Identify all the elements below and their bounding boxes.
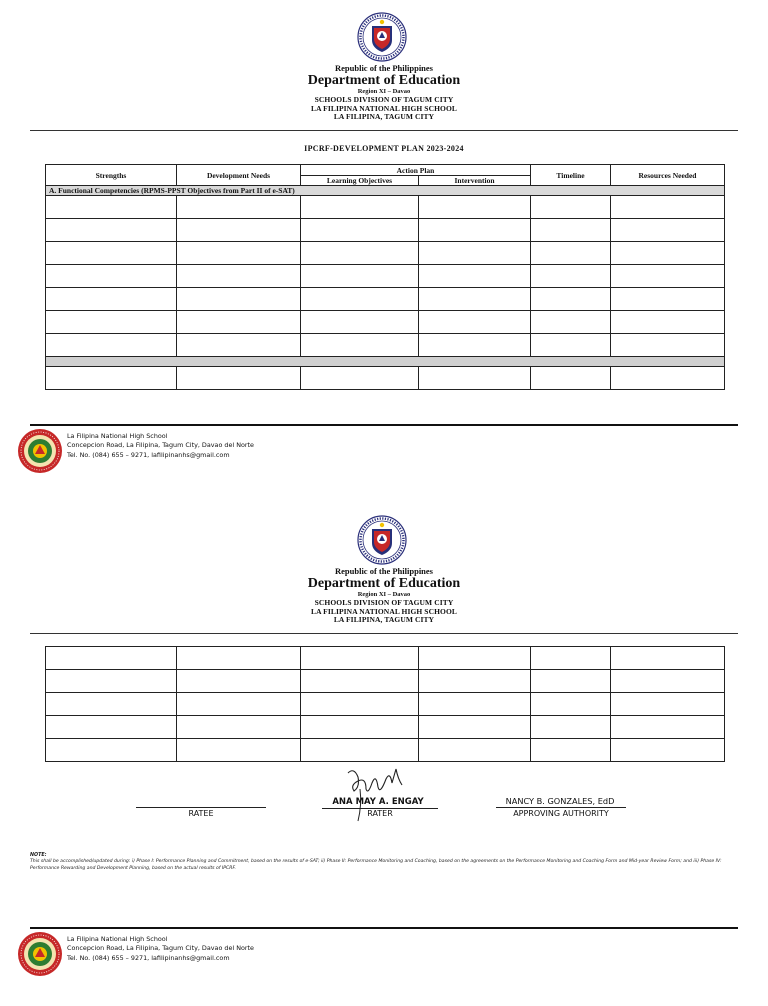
approver-label: APPROVING AUTHORITY	[513, 809, 609, 818]
table-row	[46, 716, 725, 739]
school-logo-icon	[17, 931, 63, 977]
ratee-signature-line	[136, 807, 266, 808]
deped-seal-icon	[357, 12, 407, 62]
republic-line: Republic of the Philippines	[334, 63, 433, 73]
table-row	[46, 647, 725, 670]
footer-divider	[30, 927, 738, 929]
table-row	[46, 367, 725, 390]
division-line: SCHOOLS DIVISION OF TAGUM CITY	[314, 598, 454, 607]
rater-name: ANA MAY A. ENGAY	[332, 797, 424, 807]
footer-contact-line: Tel. No. (084) 655 – 9271, lafilipinanhs@gmail.com	[67, 450, 230, 459]
development-plan-table	[45, 164, 725, 390]
page-2	[0, 503, 768, 1006]
deped-seal-icon	[357, 515, 407, 565]
note-text: This shall be accomplished/updated during: i) Phase I: Performance Planning and Commitment, based on the results of e-SAT; ii) Phase II: Performance Monitoring and Coaching, based on the agreements on the Performance Monitoring and Coaching Form and Mid-year Review Form; and iii) Phase IV: Performance Rewarding and Development Planning, based on the actual results of IPCRF.	[30, 859, 722, 871]
approver-name: NANCY B. GONZALES, EdD	[505, 796, 615, 806]
school-line: LA FILIPINA NATIONAL HIGH SCHOOL	[310, 606, 457, 616]
header-timeline: Timeline	[531, 165, 611, 186]
table-row	[46, 334, 725, 357]
footer-school-name: La Filipina National High School	[67, 432, 168, 440]
header-action-plan: Action Plan	[301, 165, 531, 176]
address-line: LA FILIPINA, TAGUM CITY	[333, 615, 435, 624]
ratee-label: RATEE	[188, 809, 214, 818]
footer-address: Concepcion Road, La Filipina, Tagum City, Davao del Norte	[67, 944, 254, 953]
region-line: Region XI – Davao	[357, 590, 411, 598]
division-line: SCHOOLS DIVISION OF TAGUM CITY	[314, 95, 454, 104]
header-learning-objectives: Learning Objectives	[301, 176, 419, 186]
table-row	[46, 219, 725, 242]
footer-contact-line: Tel. No. (084) 655 – 9271, lafilipinanhs@gmail.com	[67, 953, 230, 962]
footer-contact	[67, 935, 254, 963]
republic-line: Republic of the Philippines	[334, 566, 433, 576]
page-footer	[0, 927, 768, 987]
footer-divider	[30, 424, 738, 426]
department-name: Department of Education	[307, 575, 461, 591]
header-resources-needed: Resources Needed	[611, 165, 725, 186]
note-label: NOTE:	[30, 853, 47, 858]
footer-school-name: La Filipina National High School	[67, 935, 168, 943]
section-separator-row	[46, 357, 725, 367]
table-row	[46, 196, 725, 219]
page-1	[0, 0, 768, 500]
region-line: Region XI – Davao	[357, 87, 411, 95]
approver-signature-line	[496, 807, 626, 808]
page-footer	[0, 424, 768, 484]
section-a-label: A. Functional Competencies (RPMS-PPST Objectives from Part II of e-SAT)	[46, 186, 725, 196]
header-divider	[30, 633, 738, 634]
rater-label: RATER	[367, 809, 393, 818]
header-intervention: Intervention	[419, 176, 531, 186]
table-row	[46, 693, 725, 716]
development-plan-table-continued	[45, 646, 725, 762]
header-development-needs: Development Needs	[177, 165, 301, 186]
note-block	[30, 853, 750, 872]
table-row	[46, 265, 725, 288]
table-row	[46, 670, 725, 693]
school-logo-icon	[17, 428, 63, 474]
section-a-row	[46, 186, 725, 196]
footer-address: Concepcion Road, La Filipina, Tagum City, Davao del Norte	[67, 441, 254, 450]
footer-contact	[67, 432, 254, 460]
address-line: LA FILIPINA, TAGUM CITY	[333, 112, 435, 121]
table-row	[46, 739, 725, 762]
table-row	[46, 311, 725, 334]
letterhead	[0, 567, 768, 624]
school-line: LA FILIPINA NATIONAL HIGH SCHOOL	[310, 103, 457, 113]
table-row	[46, 288, 725, 311]
table-row	[46, 242, 725, 265]
header-strengths: Strengths	[46, 165, 177, 186]
department-name: Department of Education	[307, 72, 461, 88]
header-divider	[30, 130, 738, 131]
letterhead	[0, 64, 768, 121]
document-title: IPCRF-DEVELOPMENT PLAN 2023-2024	[304, 144, 464, 153]
